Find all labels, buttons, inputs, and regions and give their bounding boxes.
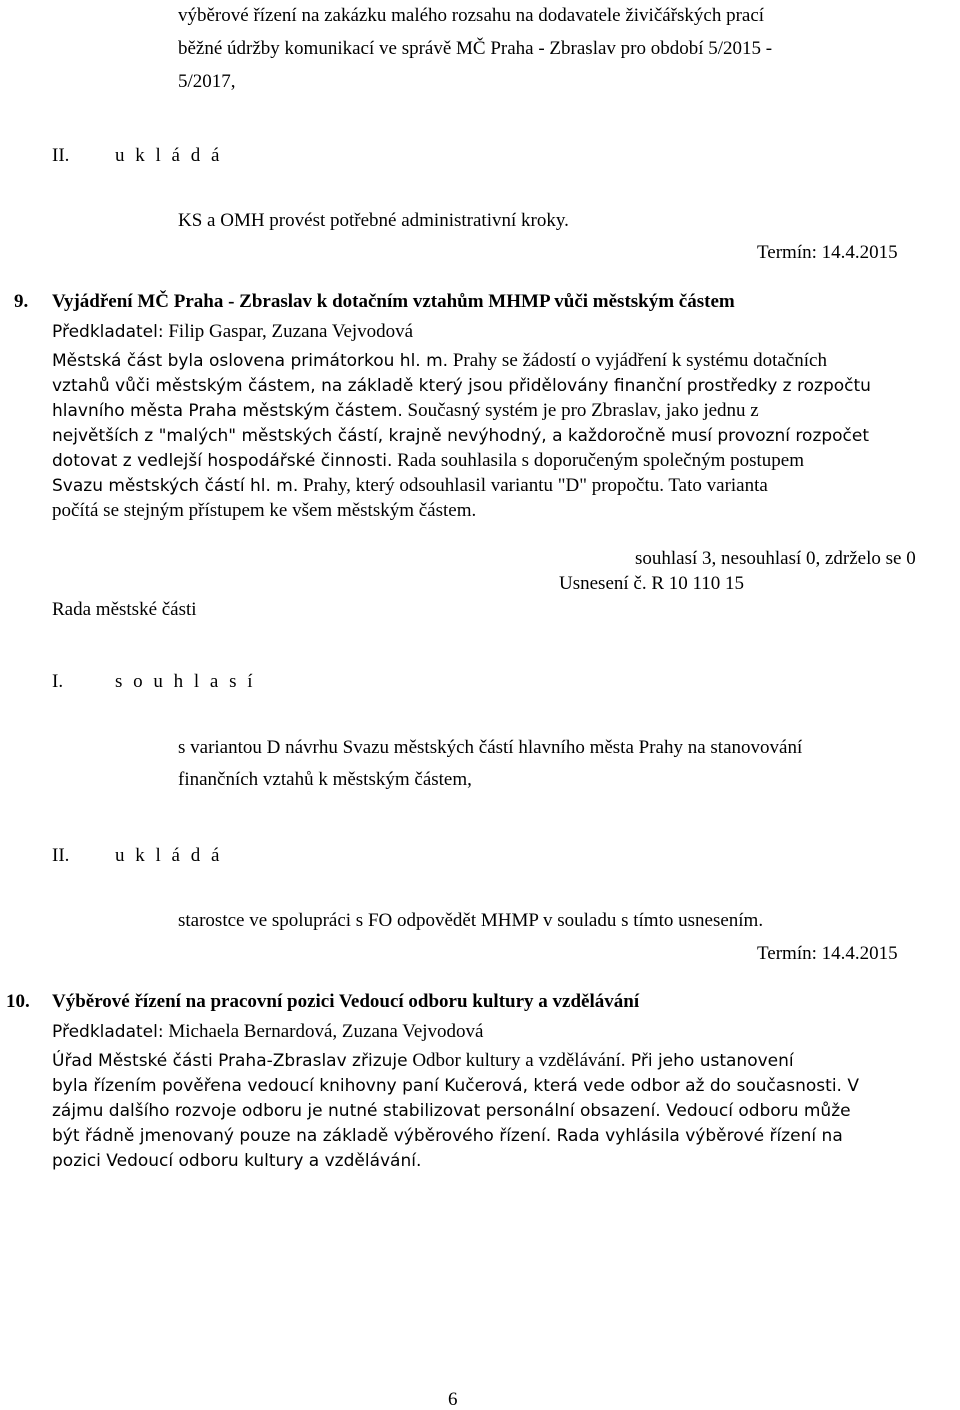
presenter-names: Filip Gaspar, Zuzana Vejvodová [168, 321, 414, 342]
section-numeral: I. [52, 671, 64, 692]
item-number: 10. [6, 991, 30, 1012]
section-numeral: II. [52, 145, 70, 166]
item-title: Výběrové řízení na pracovní pozici Vedoucí odboru kultury a vzdělávání [52, 991, 640, 1012]
item-number: 9. [14, 291, 29, 312]
presenter-line [52, 1022, 483, 1041]
section-text: starostce ve spolupráci s FO odpovědět MHMP v souladu s tímto usnesením. [178, 910, 764, 931]
deadline: Termín: 14.4.2015 [757, 943, 898, 964]
intro-line-3: 5/2017, [178, 71, 236, 92]
body-line: dotovat z vedlejší hospodářské činnosti. Rada souhlasila s doporučeným společným postupem [52, 450, 804, 471]
presenter-line [52, 322, 413, 341]
body-line: byla řízením pověřena vedoucí knihovny paní Kučerová, která vede odbor až do současnosti. V [52, 1076, 859, 1096]
item-title: Vyjádření MČ Praha - Zbraslav k dotačním vztahům MHMP vůči městským částem [52, 291, 735, 312]
body-line: největších z "malých" městských částí, krajně nevýhodný, a každoročně musí provozní rozpočet [52, 426, 870, 446]
item-9-body [52, 348, 952, 523]
presenter-label: Předkladatel: [52, 322, 164, 342]
body-line: pozici Vedoucí odboru kultury a vzdělávání. [52, 1151, 422, 1171]
intro-line-1: výběrové řízení na zakázku malého rozsahu na dodavatele živičářských prací [178, 5, 765, 26]
body-line: hlavního města Praha městským částem. Současný systém je pro Zbraslav, jako jednu z [52, 400, 759, 421]
section-text-line: s variantou D návrhu Svazu městských částí hlavního města Prahy na stanovování [178, 737, 803, 758]
body-line: Městská část byla oslovena primátorkou hl. m. Prahy se žádostí o vyjádření k systému dotačních [52, 350, 827, 371]
presenter-label: Předkladatel: [52, 1022, 164, 1042]
page-number: 6 [448, 1389, 458, 1410]
body-line: Svazu městských částí hl. m. Prahy, který odsouhlasil variantu "D" propočtu. Tato varianta [52, 475, 768, 496]
section-verb: s o u h l a s í [115, 671, 256, 692]
presenter-names: Michaela Bernardová, Zuzana Vejvodová [168, 1021, 484, 1042]
deadline: Termín: 14.4.2015 [757, 242, 898, 263]
section-text-line: finančních vztahů k městským částem, [178, 769, 472, 790]
intro-line-2: běžné údržby komunikací ve správě MČ Praha - Zbraslav pro období 5/2015 - [178, 38, 773, 59]
section-text: KS a OMH provést potřebné administrativní kroky. [178, 210, 569, 231]
resolving-body: Rada městské části [52, 599, 197, 620]
resolution-number: Usnesení č. R 10 110 15 [559, 573, 745, 594]
vote-result: souhlasí 3, nesouhlasí 0, zdrželo se 0 [635, 548, 916, 569]
section-numeral: II. [52, 845, 70, 866]
section-verb: u k l á d á [115, 145, 223, 166]
body-line: být řádně jmenovaný pouze na základě výběrového řízení. Rada vyhlásila výběrové řízení na [52, 1126, 843, 1146]
body-line: zájmu dalšího rozvoje odboru je nutné stabilizovat personální obsazení. Vedoucí odboru může [52, 1101, 851, 1121]
body-line: počítá se stejným přístupem ke všem městským částem. [52, 500, 477, 521]
body-line: Úřad Městské části Praha-Zbraslav zřizuje Odbor kultury a vzdělávání. Při jeho ustanovení [52, 1050, 794, 1071]
item-10-body [52, 1048, 952, 1173]
body-line: vztahů vůči městským částem, na základě který jsou přidělovány finanční prostředky z rozpočtu [52, 376, 871, 396]
section-verb: u k l á d á [115, 845, 223, 866]
